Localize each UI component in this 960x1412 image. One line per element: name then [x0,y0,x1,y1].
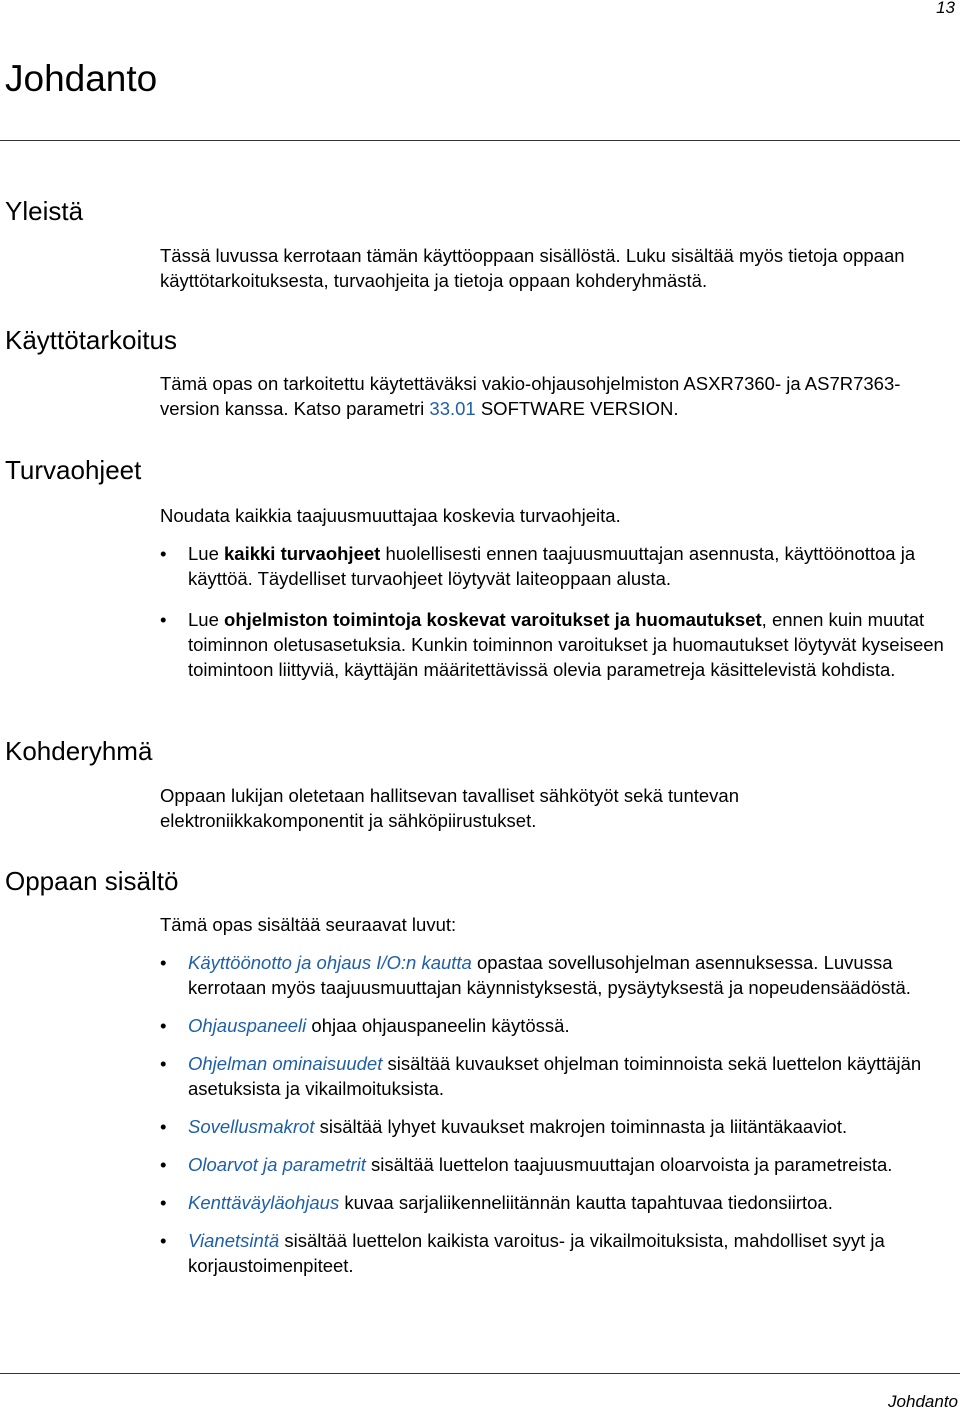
section-heading-kohderyhma: Kohderyhmä [5,736,153,766]
bullet-text-post: huolellisesti ennen taajuusmuuttajan asennusta, käyttöönottoa ja käyttöä. Täydelliset turvaohjeet löytyvät laiteoppaan alusta. [188,543,916,589]
chapter-description: sisältää kuvaukset ohjelman toiminnoista sekä luettelon käyttäjän asetuksista ja vikailmoituksista. [188,1053,922,1099]
chapter-link[interactable]: Ohjelman ominaisuudet [188,1053,383,1074]
section-heading-yleista: Yleistä [5,196,84,226]
footer-chapter-name: Johdanto [888,1392,958,1411]
list-item [160,1228,955,1278]
page-number: 13 [936,0,955,17]
chapter-description: sisältää lyhyet kuvaukset makrojen toiminnasta ja liitäntäkaaviot. [314,1116,848,1137]
kohderyhma-text: Oppaan lukijan oletetaan hallitsevan tavalliset sähkötyöt sekä tuntevan elektroniikkakomponentit ja sähköpiirustukset. [160,785,740,831]
list-item [160,1114,955,1139]
chapter-description: sisältää luettelon kaikista varoitus- ja vikailmoituksista, mahdolliset syyt ja korjaustoimenpiteet. [188,1230,885,1276]
footer-divider [0,1373,960,1374]
list-item [160,541,955,591]
sisalto-intro: Tämä opas sisältää seuraavat luvut: [160,914,457,935]
list-item [160,950,955,1000]
chapter-link[interactable]: Käyttöönotto ja ohjaus I/O:n kautta [188,952,472,973]
chapter-link[interactable]: Vianetsintä [188,1230,280,1251]
sisalto-list [160,950,955,1278]
yleista-text: Tässä luvussa kerrotaan tämän käyttöoppaan sisällöstä. Luku sisältää myös tietoja oppaan käyttötarkoituksesta, turvaohjeita ja tietoja oppaan kohderyhmästä. [160,245,905,291]
list-item [160,1190,955,1215]
bullet-text-bold: ohjelmiston toimintoja koskevat varoitukset ja huomautukset [224,609,762,630]
kayttotarkoitus-text-after: SOFTWARE VERSION. [475,398,679,419]
section-heading-kayttotarkoitus: Käyttötarkoitus [5,325,177,355]
bullet-text-pre: Lue [188,543,225,564]
bullet-text-post: , ennen kuin muutat toiminnon oletusasetuksia. Kunkin toiminnon varoitukset ja huomautukset löytyvät kyseiseen toimintoon liittyviä, käyttäjän määritettävissä olevia parametreja käsittelevistä kohdista. [188,609,944,680]
turvaohjeet-list [160,541,955,682]
list-item [160,1013,955,1038]
list-item [160,1152,955,1177]
chapter-link[interactable]: Kenttäväyläohjaus [188,1192,340,1213]
chapter-link[interactable]: Sovellusmakrot [188,1116,315,1137]
list-item [160,1051,955,1101]
section-heading-turvaohjeet: Turvaohjeet [5,455,142,485]
list-item [160,607,955,682]
chapter-description: ohjaa ohjauspaneelin käytössä. [306,1015,570,1036]
chapter-description: sisältää luettelon taajuusmuuttajan oloarvoista ja parametreista. [365,1154,893,1175]
section-heading-oppaan-sisalto: Oppaan sisältö [5,866,179,896]
chapter-title: Johdanto [5,58,158,99]
chapter-link[interactable]: Oloarvot ja parametrit [188,1154,366,1175]
turvaohjeet-intro: Noudata kaikkia taajuusmuuttajaa koskevia turvaohjeita. [160,505,621,526]
header-divider [0,140,960,141]
kayttotarkoitus-text [160,371,920,421]
chapter-description: kuvaa sarjaliikenneliitännän kautta tapahtuvaa tiedonsiirtoa. [339,1192,833,1213]
chapter-description: opastaa sovellusohjelman asennuksessa. Luvussa kerrotaan myös taajuusmuuttajan käynnistyksestä, pysäytyksestä ja nopeudensäädöstä. [188,952,911,998]
kayttotarkoitus-text-before: Tämä opas on tarkoitettu käytettäväksi vakio-ohjausohjelmiston ASXR7360- ja AS7R7363-version kanssa. Katso parametri [160,373,901,419]
bullet-text-pre: Lue [188,609,225,630]
bullet-text-bold: kaikki turvaohjeet [224,543,381,564]
parameter-link[interactable]: 33.01 [429,398,476,419]
chapter-link[interactable]: Ohjauspaneeli [188,1015,307,1036]
